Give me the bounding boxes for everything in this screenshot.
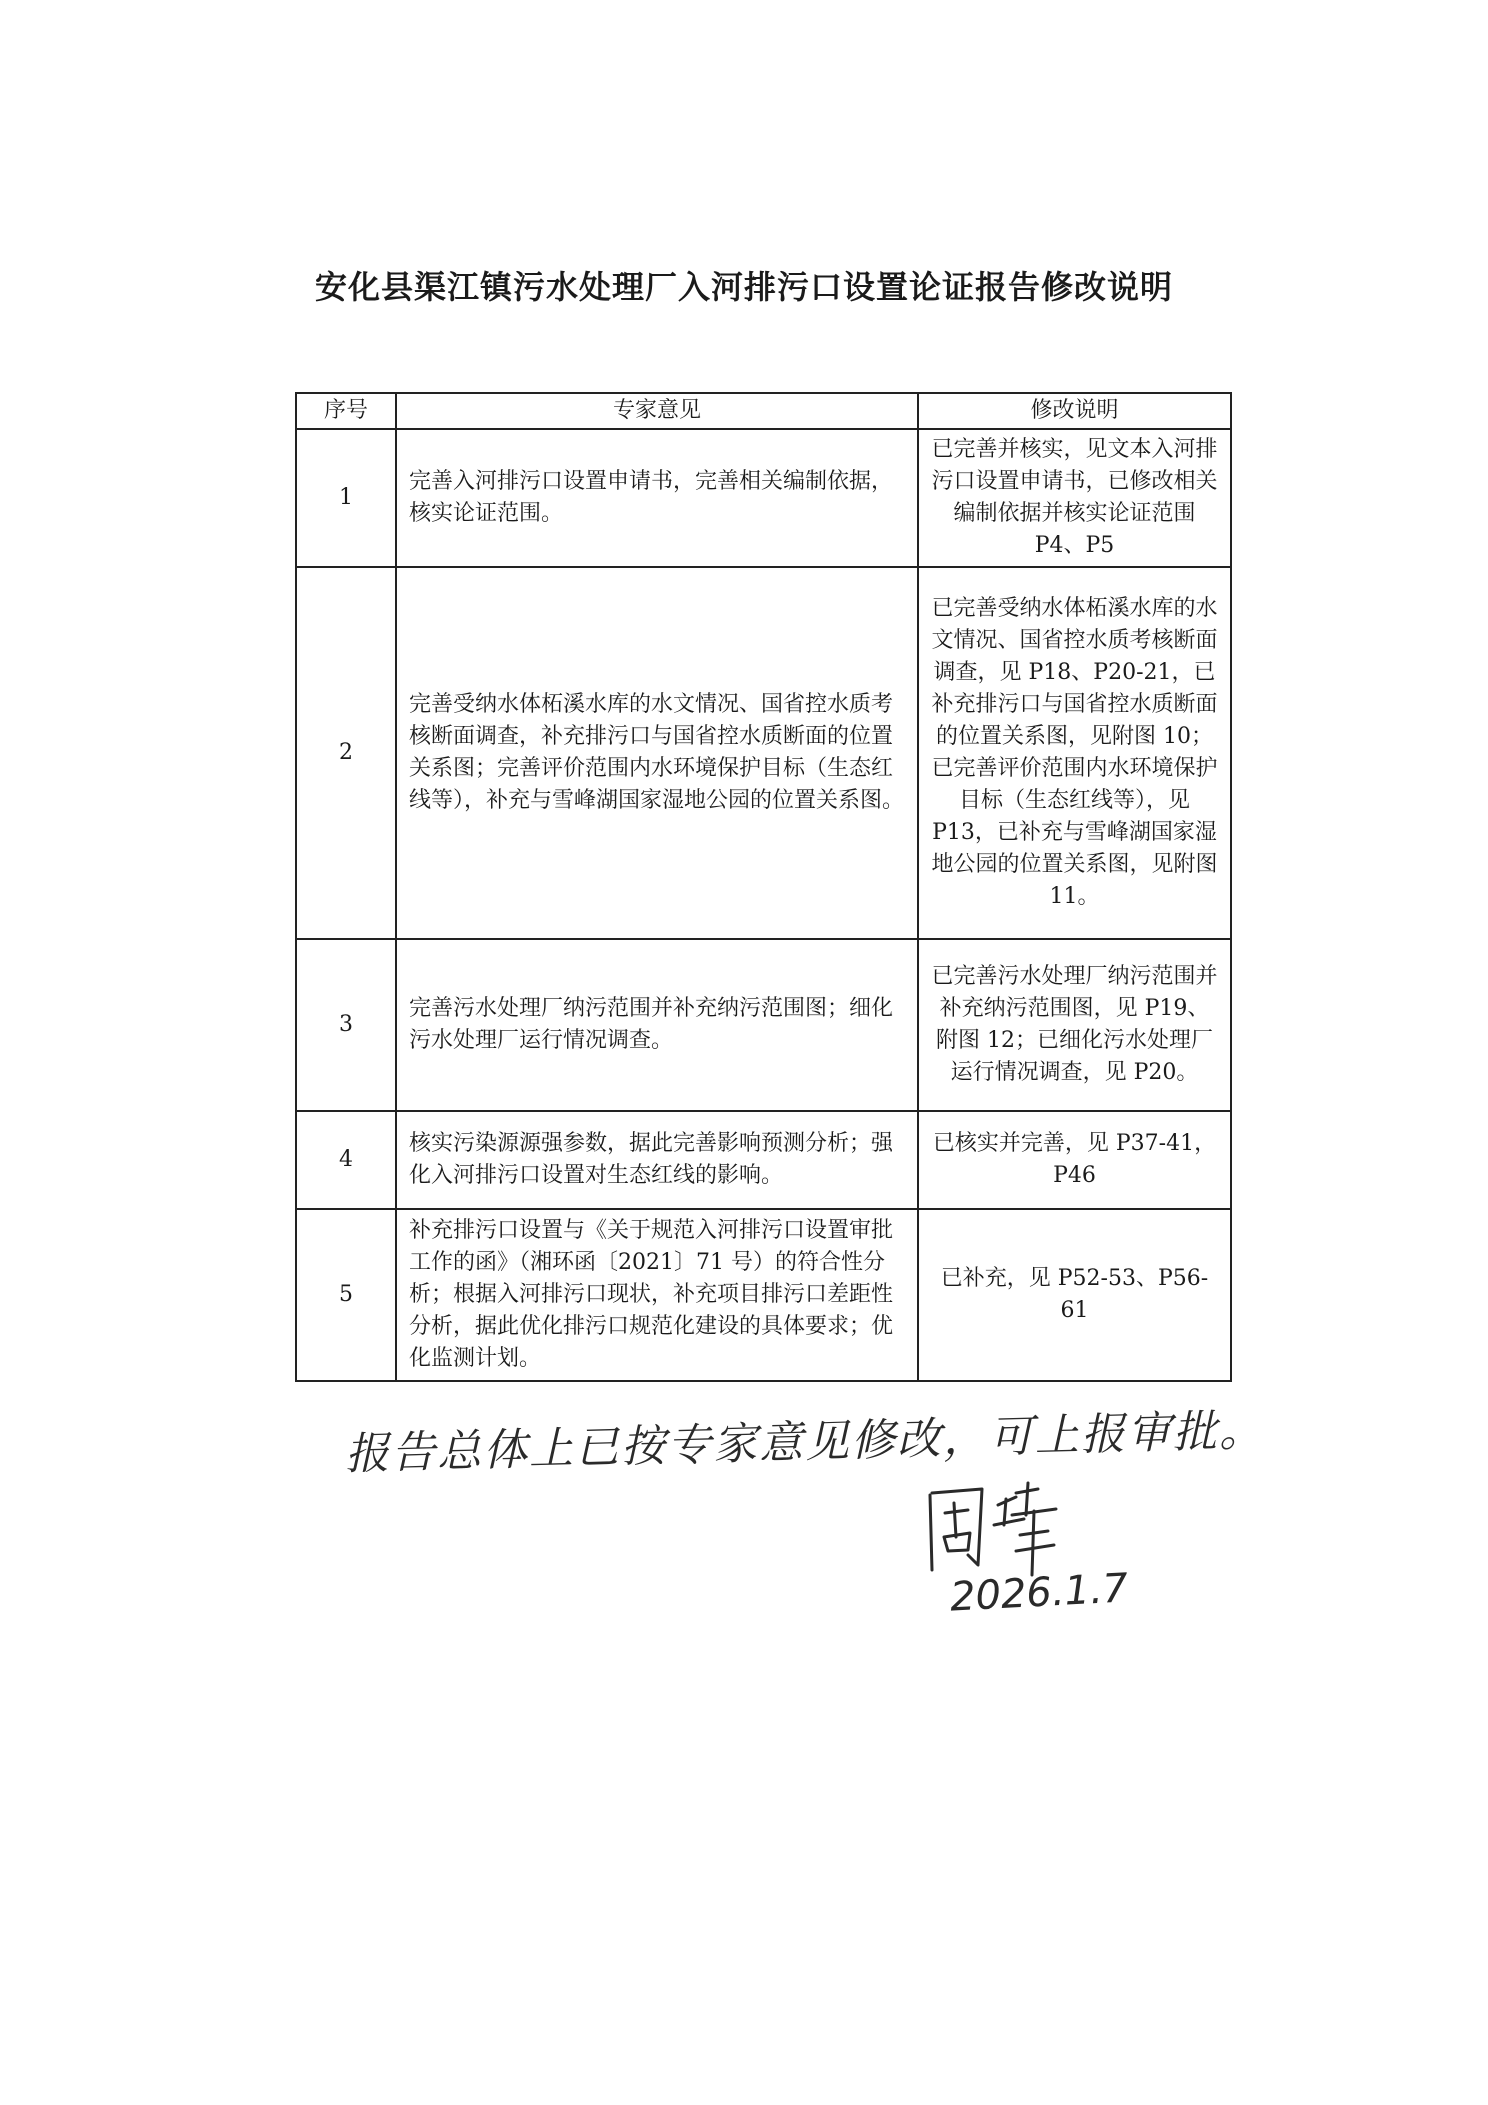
row-number: 4: [296, 1111, 396, 1209]
table-row: [296, 1209, 1231, 1381]
table-row: [296, 567, 1231, 939]
row-number: 5: [296, 1209, 396, 1381]
header-opinion: 专家意见: [396, 393, 918, 429]
handwritten-comment: 报告总体上已按专家意见修改，可上报审批。: [344, 1404, 1266, 1480]
revision-note: 已完善污水处理厂纳污范围并补充纳污范围图，见 P19、附图 12；已细化污水处理厂运行情况调查，见 P20。: [918, 939, 1231, 1111]
table-row: [296, 939, 1231, 1111]
row-number: 1: [296, 429, 396, 567]
revision-note: 已完善并核实，见文本入河排污口设置申请书，已修改相关编制依据并核实论证范围 P4、P5: [918, 429, 1231, 567]
expert-opinion: 补充排污口设置与《关于规范入河排污口设置审批工作的函》（湘环函〔2021〕71 号）的符合性分析；根据入河排污口现状，补充项目排污口差距性分析，据此优化排污口规范化建设的具体要求；优化监测计划。: [396, 1209, 918, 1381]
row-number: 2: [296, 567, 396, 939]
table-row: [296, 429, 1231, 567]
table-row: [296, 1111, 1231, 1209]
expert-opinion: 完善受纳水体柘溪水库的水文情况、国省控水质考核断面调查，补充排污口与国省控水质断面的位置关系图；完善评价范围内水环境保护目标（生态红线等），补充与雪峰湖国家湿地公园的位置关系图。: [396, 567, 918, 939]
header-no: 序号: [296, 393, 396, 429]
revision-note: 已完善受纳水体柘溪水库的水文情况、国省控水质考核断面调查，见 P18、P20-21，已补充排污口与国省控水质断面的位置关系图，见附图 10；已完善评价范围内水环境保护目标（生态红线等），见 P13，已补充与雪峰湖国家湿地公园的位置关系图，见附图 11。: [918, 567, 1231, 939]
row-number: 3: [296, 939, 396, 1111]
handwritten-date: 2026.1.7: [948, 1565, 1130, 1621]
revision-note: 已核实并完善，见 P37-41，P46: [918, 1111, 1231, 1209]
document-title: 安化县渠江镇污水处理厂入河排污口设置论证报告修改说明: [314, 268, 1173, 306]
expert-opinion: 完善污水处理厂纳污范围并补充纳污范围图；细化污水处理厂运行情况调查。: [396, 939, 918, 1111]
expert-opinion: 核实污染源源强参数，据此完善影响预测分析；强化入河排污口设置对生态红线的影响。: [396, 1111, 918, 1209]
table-header-row: [296, 393, 1231, 429]
expert-opinion: 完善入河排污口设置申请书，完善相关编制依据，核实论证范围。: [396, 429, 918, 567]
revision-note: 已补充，见 P52-53、P56-61: [918, 1209, 1231, 1381]
revision-table: [295, 392, 1232, 1382]
header-revision: 修改说明: [918, 393, 1231, 429]
